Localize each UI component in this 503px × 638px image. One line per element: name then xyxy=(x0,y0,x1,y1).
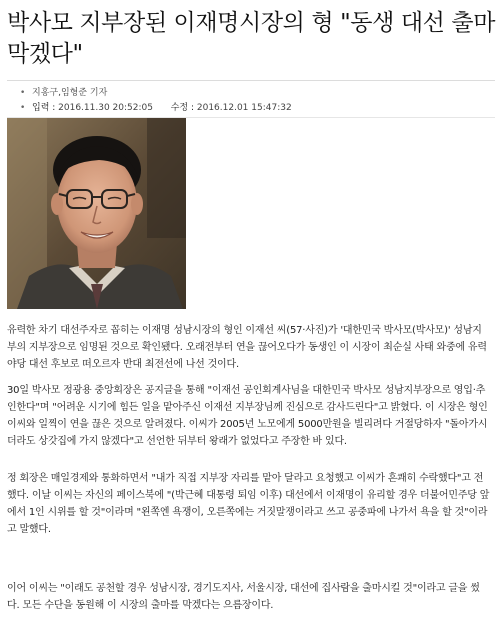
paragraph-4: 이어 이씨는 "이래도 공천할 경우 성남시장, 경기도지사, 서울시장, 대선에 집사람을 출마시킬 것"이라고 글을 썼다. 모든 수단을 동원해 이 시장의 출마를 막겠다는 으름장이다. xyxy=(7,583,480,611)
article-photo[interactable] xyxy=(7,118,186,309)
byline[interactable]: 지홍구,임형준 기자 xyxy=(32,88,108,98)
article-title: 박사모 지부장된 이재명시장의 형 "동생 대선 출마 막겠다" xyxy=(7,10,496,67)
paragraph-2: 30일 박사모 정광용 중앙회장은 공지글을 통해 "이재선 공인회계사님을 대한민국 박사모 성남지부장으로 영입·추인한다"며 "어려운 시기에 힘든 일을 맡아주신 이재선 지부장님께 진심으로 감사드린다"고 밝혔다. 이 시장은 형인 이씨와 일찍이 연을 끊은 것으로 알려졌다. 이씨가 2005년 노모에게 5000만원을 빌리려다 거절당하자 "돌아가시더라도 상갓집에 가지 않겠다"고 선언한 뒤부터 왕래가 없었다고 주장한 바 있다. xyxy=(7,385,488,447)
input-label: 입력 : xyxy=(32,103,56,113)
paragraph-3: 정 회장은 매일경제와 통화하면서 "내가 직접 지부장 자리를 맡아 달라고 요청했고 이씨가 흔쾌히 수락했다"고 전했다. 이날 이씨는 자신의 페이스북에 "(박근혜 대통령 퇴임 이후) 대선에서 이재명이 유리할 경우 더불어민주당 앞에서 1인 시위를 할 것"이라며 "왼쪽엔 욕쟁이, 오른쪽에는 거짓말쟁이라고 쓰고 공중파에 나가서 욕을 할 것"이라고 말했다. xyxy=(7,473,490,535)
title-divider xyxy=(7,80,495,81)
byline-row xyxy=(20,87,107,99)
bullet-icon: • xyxy=(20,103,26,113)
bullet-icon: • xyxy=(20,88,26,98)
timestamp-row xyxy=(20,102,292,114)
portrait-image xyxy=(7,118,186,309)
modified-label: 수정 : xyxy=(170,103,194,113)
modified-time: 2016.12.01 15:47:32 xyxy=(196,103,292,113)
paragraph-1: 유력한 차기 대선주자로 꼽히는 이재명 성남시장의 형인 이재선 씨(57·사진)가 '대한민국 박사모(박사모)' 성남지부의 지부장으로 임명된 것으로 확인됐다. 오래전부터 연을 끊어오다가 동생인 이 시장이 최순실 사태 와중에 유력 야당 대선 후보로 떠오르자 반대 최전선에 나선 것이다. xyxy=(7,325,487,370)
input-time: 2016.11.30 20:52:05 xyxy=(58,103,153,113)
